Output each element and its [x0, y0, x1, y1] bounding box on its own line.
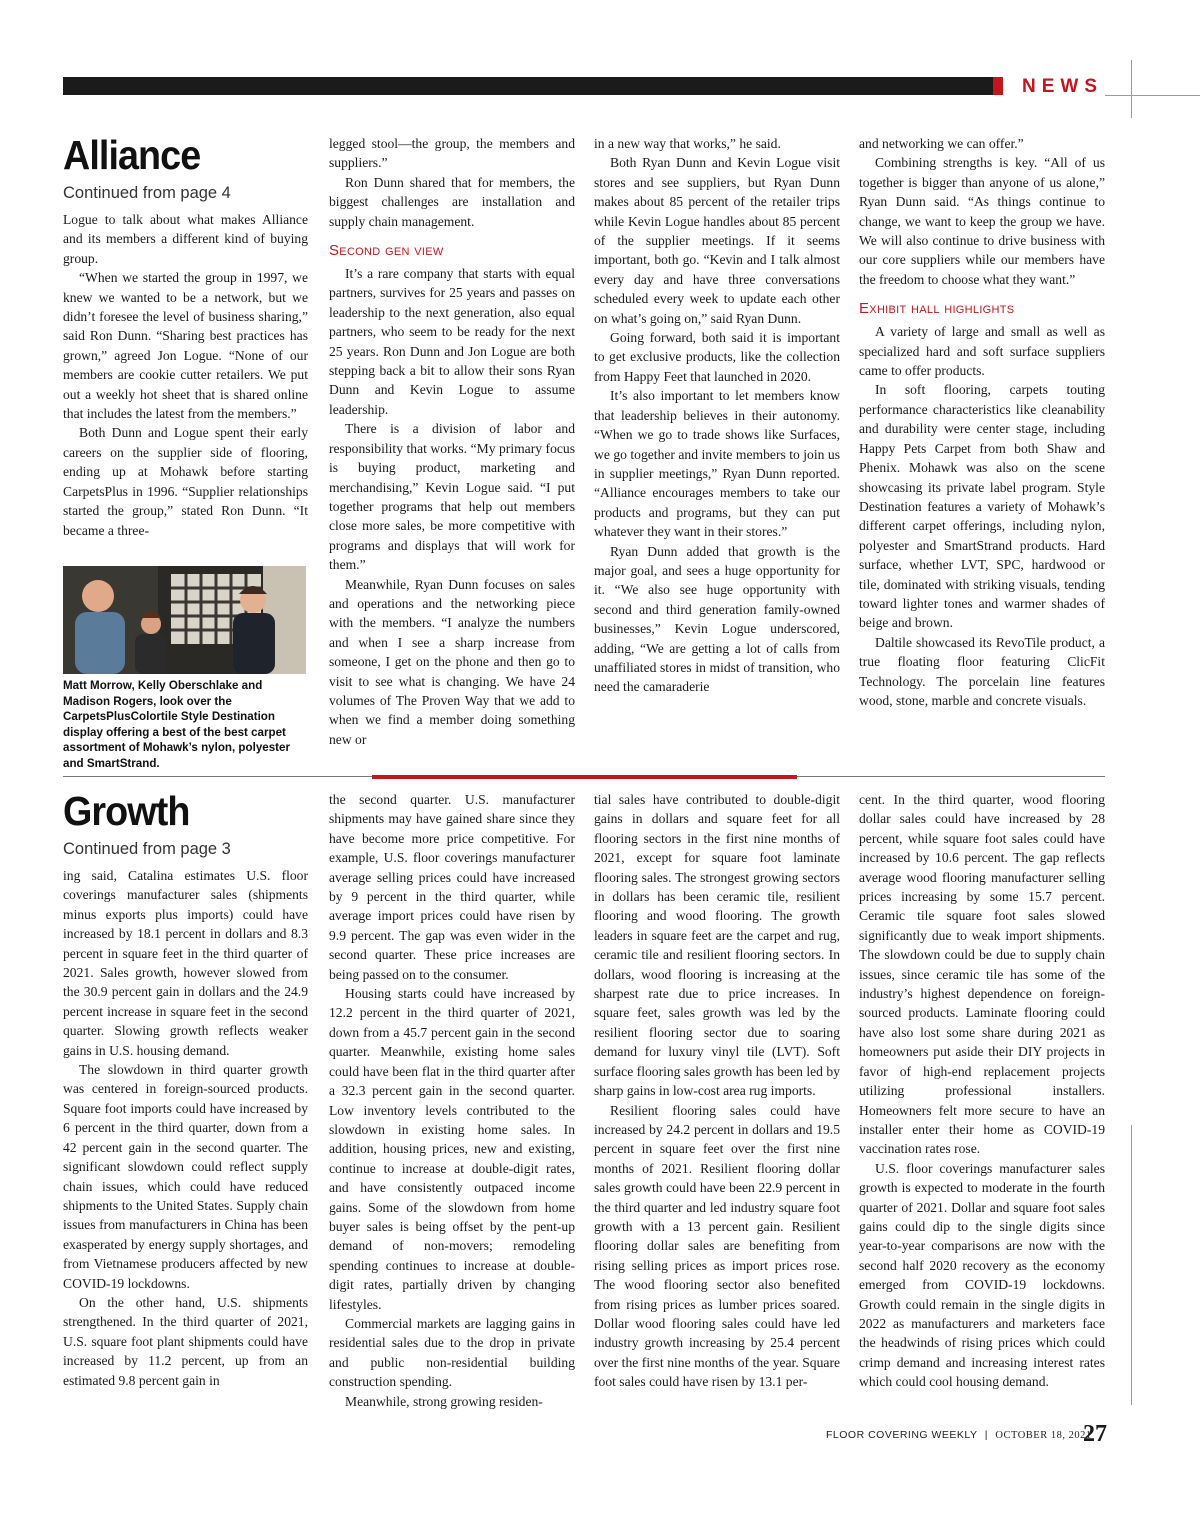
section-label: NEWS — [1022, 76, 1103, 97]
event-photo — [63, 566, 306, 674]
paragraph: U.S. floor coverings manufacturer sales growth is expected to moderate in the fourth quarter of 2021. Dollar and square foot sales gains could dip to the single digits since year-to-year comparisons are now with the second half 2020 recovery as the economy emerged from COVID-19 lockdowns. Growth could remain in the single digits in 2022 as manufacturers and marketers face the headwinds of rising prices which could crimp demand and increasing interest rates which could cool housing demand. — [859, 1160, 1105, 1390]
growth-headline: Growth — [63, 788, 190, 834]
paragraph: Housing starts could have increased by 12.2 percent in the third quarter of 2021, down from a 45.7 percent gain in the second quarter. Meanwhile, existing home sales could have been flat in the third quarter after a 32.3 percent gain in the second quarter. Low inventory levels contributed to the slowdown in existing home sales. In addition, housing prices, new and existing, continue to increase at double-digit rates, and have consistently outpaced income gains. Some of the slowdown from home buyer sales is being offset by the pent-up demand of non-movers; remodeling spending continues to increase at double-digit rates, partially driven by changing lifestyles. — [329, 986, 575, 1312]
growth-continued: Continued from page 3 — [63, 840, 231, 858]
growth-col-4 — [859, 790, 1105, 1392]
paragraph: Meanwhile, strong growing residen- — [345, 1393, 543, 1409]
paragraph: A variety of large and small as well as specialized hard and soft surface suppliers came to offer products. — [859, 324, 1105, 379]
paragraph: Ryan Dunn added that growth is the major goal, and sees a huge opportunity for it. “We also see huge opportunity with second and third generation family-owned businesses,” Kevin Logue underscored, adding, “We are getting a lot of calls from unaffiliated stores in midst of transition, who need the camaraderie — [594, 543, 840, 695]
paragraph: cent. In the third quarter, wood flooring dollar sales could have increased by 28 percent, while square foot sales could have increased by 10.6 percent. The gap reflects average wood flooring manufacturer selling prices increasing by some 15.7 percent. Ceramic tile square foot sales slowed significantly due to weak import shipments. The slowdown could be due to supply chain issues, since ceramic tile has some of the industry’s highest dependence on foreign-sourced products. Laminate flooring could have also lost some share during 2021 as homeowners put aside their DIY projects in favor of high-end replacement projects utilizing professional installers. Homeowners felt more secure to have an installer enter their home as COVID-19 vaccination rates rose. — [859, 792, 1105, 1157]
alliance-headline: Alliance — [63, 132, 201, 178]
crop-mark-vertical — [1131, 60, 1132, 118]
paragraph: Going forward, both said it is important to get exclusive products, like the collection from Happy Feet that launched in 2020. — [594, 330, 840, 384]
issue-date: OCTOBER 18, 2021 — [995, 1430, 1092, 1441]
growth-col-1 — [63, 788, 308, 1390]
header-red-tab — [993, 77, 1003, 95]
page-number: 27 — [1083, 1421, 1107, 1447]
paragraph: Meanwhile, Ryan Dunn focuses on sales and operations and the networking piece with the members. “I analyze the numbers and when I see a sharp increase from someone, I get on the phone and then go to visit to see what is changing. We have 24 volumes of The Proven Way that we add to when we find a member doing something new or — [329, 576, 575, 747]
footer-separator: | — [984, 1429, 988, 1441]
alliance-col-1 — [63, 132, 308, 540]
alliance-continued: Continued from page 4 — [63, 184, 231, 202]
alliance-col-4 — [859, 134, 1105, 710]
publication-name: FLOOR COVERING WEEKLY — [826, 1429, 978, 1441]
paragraph: Both Ryan Dunn and Kevin Logue visit stores and see suppliers, but Ryan Dunn makes about 85 percent of the retailer trips while Kevin Logue handles about 85 percent of the supplier meetings. If it seems important, both go. “Kevin and I talk almost every day and have three conversations scheduled every week to update each other on what’s going on,” said Ryan Dunn. — [594, 155, 840, 326]
paragraph: The slowdown in third quarter growth was centered in foreign-sourced products. Square foot imports could have increased by 6 percent in the third quarter, down from a 42 percent gain in the second quarter. The significant slowdown could reflect supply chain issues, which could have reduced shipments to the United States. Supply chain issues from manufacturers in China has been exasperated by energy supply shortages, and from Vietnamese producers affected by new COVID-19 lockdowns. — [63, 1062, 308, 1291]
photo-caption: Matt Morrow, Kelly Oberschlake and Madison Rogers, look over the CarpetsPlusColortile Style Destination display offering a best of the best carpet assortment of Mohawk’s nylon, polyester and SmartStrand. — [63, 679, 290, 770]
alliance-col-2 — [329, 134, 575, 749]
paragraph: Commercial markets are lagging gains in residential sales due to the drop in private and public non-residential building construction spending. — [329, 1315, 575, 1390]
paragraph: in a new way that works,” he said. — [594, 136, 781, 151]
subhead-second-gen-view: Second gen view — [329, 242, 444, 260]
growth-col-2 — [329, 790, 575, 1411]
paragraph: Logue to talk about what makes Alliance and its members a different kind of buying group. — [63, 212, 308, 266]
paragraph: ing said, Catalina estimates U.S. floor coverings manufacturer sales (shipments minus exports plus imports) could have increased by 18.1 percent in dollars and 8.3 percent in square feet in the third quarter of 2021. Sales growth, however slowed from the 30.9 percent gain in dollars and the 24.9 percent increase in square feet in the second quarter. Slowing growth reflects weaker gains in U.S. housing demand. — [63, 868, 308, 1058]
paragraph: and networking we can offer.” — [859, 136, 1024, 151]
paragraph: Daltile showcased its RevoTile product, a true floating floor featuring ClicFit Technology. The porcelain line features wood, stone, marble and concrete visuals. — [859, 634, 1105, 708]
paragraph: the second quarter. U.S. manufacturer shipments may have gained share since they have become more price competitive. For example, U.S. floor coverings manufacturer average selling prices could have increased by 9 percent in the third quarter, while average import prices could have risen by 9.9 percent. The gap was even wider in the second quarter. These price increases are being passed on to the consumer. — [329, 792, 575, 982]
paragraph: Ron Dunn shared that for members, the biggest challenges are installation and supply chain management. — [329, 174, 575, 229]
section-divider-accent — [372, 775, 797, 779]
paragraph: There is a division of labor and responsibility that works. “My primary focus is buying product, marketing and merchandising,” Kevin Logue said. “I put together programs that help out members close more sales, be more competitive with programs and displays that will work for them.” — [329, 421, 575, 573]
paragraph: Both Dunn and Logue spent their early careers on the supplier side of flooring, ending up at Mohawk before starting CarpetsPlus in 1996. “Supplier relationships started the group,” stated Ron Dunn. “It became a three- — [63, 425, 308, 538]
photo-illustration — [63, 566, 306, 674]
growth-col-3 — [594, 790, 840, 1392]
subhead-exhibit-hall: Exhibit hall highlights — [859, 300, 1015, 318]
paragraph: legged stool—the group, the members and suppliers.” — [329, 136, 575, 171]
paragraph: “When we started the group in 1997, we knew we wanted to be a network, but we didn’t foresee the level of business sharing,” said Ron Dunn. “Sharing best practices has grown,” agreed Jon Logue. “None of our members are cookie cutter retailers. We put out a weekly hot sheet that is shared online that includes the latest from the members.” — [63, 270, 308, 422]
crop-mark-horizontal — [1105, 95, 1200, 96]
paragraph: In soft flooring, carpets touting performance characteristics like cleanability and durability were center stage, including Happy Pets Carpet from both Shaw and Phenix. Mohawk was also on the scene showcasing its private label program. Style Destination features a variety of Mohawk’s different carpet offerings, including nylon, polyester and SmartStrand products. Hard surface, whether LVT, SPC, hardwood or tile, dominated with striking visuals, tending toward lighter tones and warmer shades of beige and brown. — [859, 382, 1105, 631]
paragraph: tial sales have contributed to double-digit gains in dollars and square feet for all flooring sectors in the first nine months of 2021, except for square foot laminate flooring sales. The strongest growing sectors in dollars has been ceramic tile, resilient flooring and wood flooring. The growth leaders in square feet are the carpet and rug, ceramic tile and resilient flooring sectors. In dollars, wood flooring is increasing at the sharpest rate due to price increases. In square feet, sales growth was led by the resilient flooring sector due to soaring demand for luxury vinyl tile (LVT). Soft surface flooring sales growth has been led by sharp gains in low-cost area rug imports. — [594, 792, 840, 1099]
margin-rule — [1131, 1125, 1132, 1405]
paragraph: On the other hand, U.S. shipments strengthened. In the third quarter of 2021, U.S. square foot plant shipments could have increased by 11.2 percent, up from an estimated 9.8 percent gain in — [63, 1294, 308, 1388]
page-footer — [826, 1426, 1092, 1445]
header-black-bar — [63, 77, 993, 95]
paragraph: It’s a rare company that starts with equal partners, survives for 25 years and passes on leadership to the next generation, also equal partners, who seem to be ready for the next 25 years. Ron Dunn and Jon Logue are both stepping back a bit to allow their sons Ryan Dunn and Kevin Logue to assume leadership. — [329, 266, 575, 417]
paragraph: It’s also important to let members know that leadership believes in their autonomy. “When we go to trade shows like Surfaces, we go together and invite members to join us in supplier meetings,” Ryan Dunn reported. “Alliance encourages members to take our products and programs, but they can put whatever they want in their stores.” — [594, 388, 840, 540]
paragraph: Combining strengths is key. “All of us together is bigger than anyone of us alone,” Ryan Dunn said. “As things continue to change, we want to keep the group we have. We will also continue to drive business with our core suppliers while our members have the freedom to choose what they want.” — [859, 155, 1105, 287]
paragraph: Resilient flooring sales could have increased by 24.2 percent in dollars and 19.5 percent in square feet over the first nine months of 2021. Resilient flooring dollar sales growth could have been 22.9 percent in the third quarter and led industry square foot growth with a 13 percent gain. Resilient flooring dollar sales are benefiting from rising selling prices as import prices rose. The wood flooring sector also benefited from rising prices as lumber prices soared. Dollar wood flooring sales could have led industry growth increasing by 25.4 percent over the first nine months of the year. Square foot sales could have risen by 13.1 per- — [594, 1102, 840, 1390]
alliance-col-3 — [594, 134, 840, 697]
